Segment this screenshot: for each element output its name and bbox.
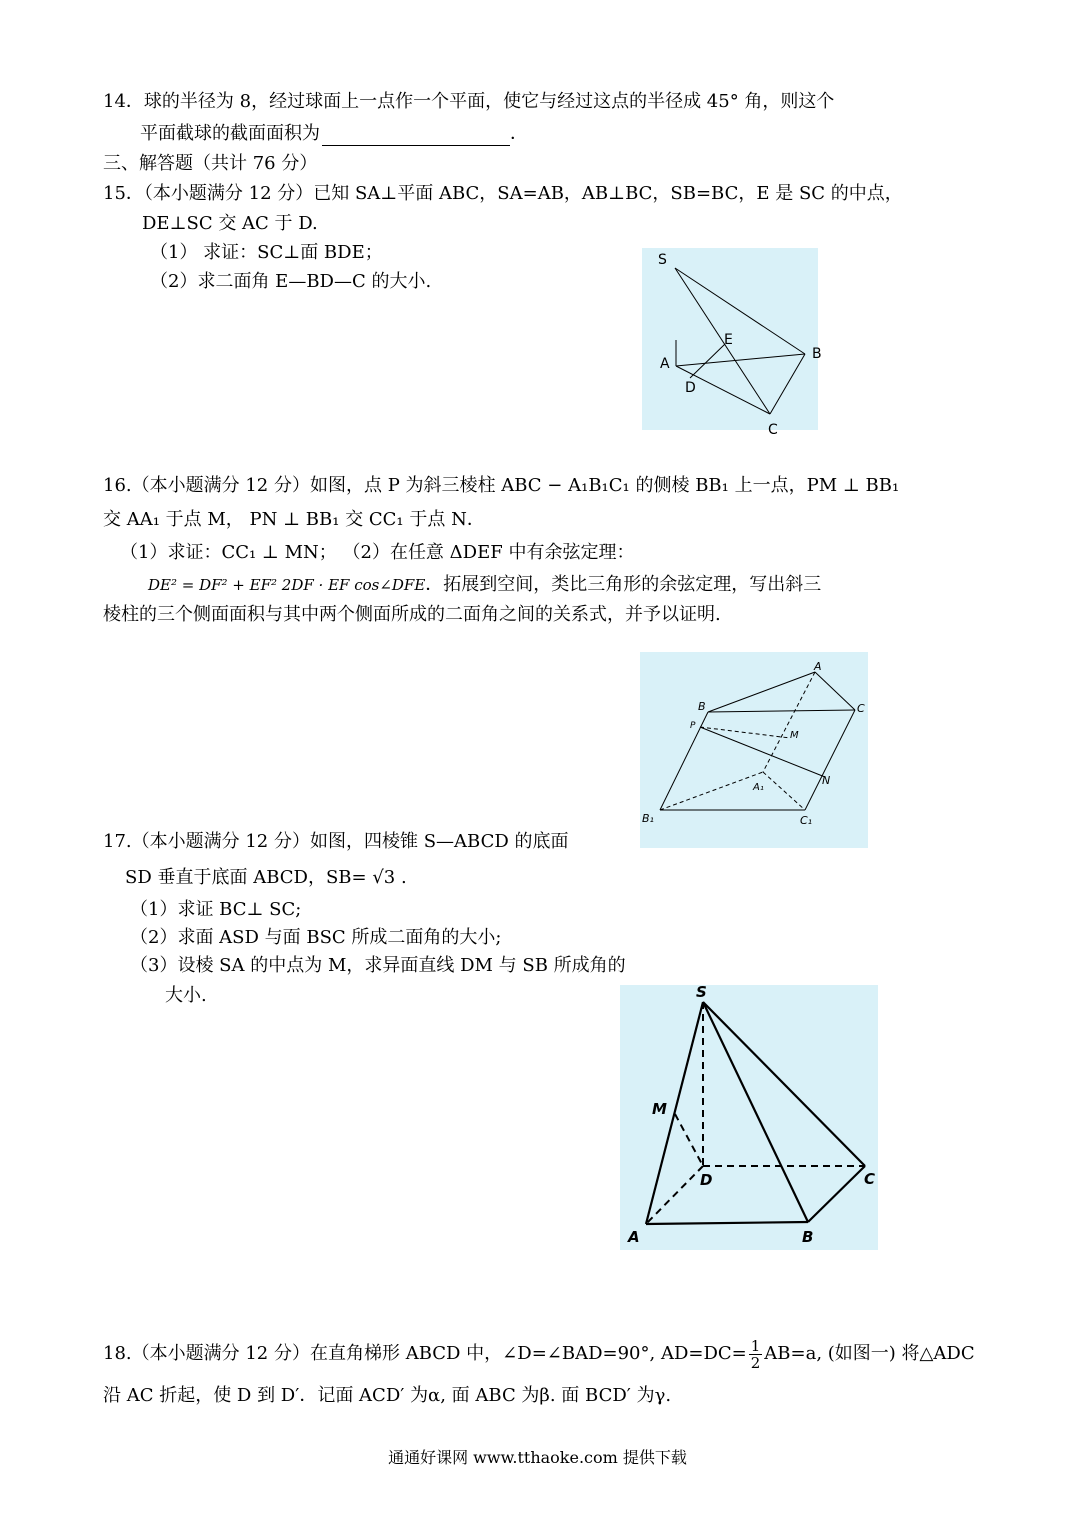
- page-footer: 通通好课网 www.tthaoke.com 提供下载: [388, 1448, 687, 1467]
- q16-figure-svg: [640, 652, 870, 848]
- q15-label-s: S: [658, 252, 667, 268]
- q17-label-b: B: [802, 1228, 814, 1246]
- q16-formula: DE² = DF² + EF² 2DF · EF cos∠DFE: [148, 576, 426, 594]
- q17-part3b: 大小.: [165, 985, 207, 1006]
- q17-label-a: A: [628, 1228, 640, 1246]
- q16-label-n: N: [822, 774, 831, 787]
- q16-label-b: B: [698, 700, 706, 713]
- q15-line2: DE⊥SC 交 AC 于 D.: [142, 213, 318, 234]
- q16-line3: （1）求证：CC₁ ⊥ MN； （2）在任意 ΔDEF 中有余弦定理：: [120, 542, 635, 563]
- q18-line1: [103, 1336, 975, 1376]
- q16-line4-suffix: ．拓展到空间，类比三角形的余弦定理，写出斜三: [425, 574, 822, 595]
- q16-line4: [148, 573, 821, 597]
- q18-fraction: [749, 1338, 763, 1371]
- q16-label-m: M: [790, 730, 799, 741]
- q16-label-b1: B₁: [642, 812, 654, 825]
- q14-line2: [140, 122, 528, 146]
- q16-label-c: C: [857, 702, 865, 715]
- q15-part2: （2）求二面角 E—BD—C 的大小.: [150, 271, 432, 292]
- q14-line1: 14．球的半径为 8，经过球面上一点作一个平面，使它与经过这点的半径成 45° 角，则这个: [103, 91, 835, 112]
- q15-figure-svg: [640, 248, 820, 438]
- q17-part2: （2）求面 ASD 与面 BSC 所成二面角的大小;: [130, 927, 502, 948]
- q15-part1: （1） 求证：SC⊥面 BDE；: [150, 242, 383, 263]
- q16-line5: 棱柱的三个侧面面积与其中两个侧面所成的二面角之间的关系式，并予以证明.: [103, 604, 721, 625]
- q16-label-c1: C₁: [800, 814, 813, 827]
- q17-line1: 17.（本小题满分 12 分）如图，四棱锥 S—ABCD 的底面: [103, 831, 569, 852]
- q18-frac-num: 1: [750, 1336, 761, 1355]
- q15-label-b: B: [812, 346, 822, 362]
- q14-line2-prefix: 平面截球的截面面积为: [140, 123, 320, 144]
- q17-label-s: S: [696, 983, 707, 1001]
- q17-label-c: C: [864, 1170, 876, 1188]
- q16-label-a1: A₁: [753, 782, 764, 793]
- q15-figure: [640, 248, 822, 438]
- q15-line1: 15．（本小题满分 12 分）已知 SA⊥平面 ABC，SA=AB，AB⊥BC，SB=BC，E 是 SC 的中点，: [103, 183, 903, 204]
- q17-label-m: M: [652, 1100, 667, 1118]
- q16-figure: [640, 652, 870, 848]
- q16-label-a: A: [814, 660, 822, 673]
- q14-line2-suffix: ．: [510, 123, 528, 144]
- q14-answer-blank: [322, 127, 510, 146]
- q17-label-d: D: [700, 1171, 713, 1189]
- section3-title: 三、解答题（共计 76 分）: [103, 153, 318, 174]
- q15-label-d: D: [685, 380, 696, 396]
- q15-label-c: C: [768, 422, 778, 438]
- q18-line2: 沿 AC 折起，使 D 到 D′．记面 ACD′ 为α, 面 ABC 为β. 面 BCD′ 为γ.: [103, 1385, 672, 1406]
- q16-line2: 交 AA₁ 于点 M， PN ⊥ BB₁ 交 CC₁ 于点 N．: [103, 509, 485, 530]
- q18-line1-b: AB=a, (如图一) 将△ADC: [764, 1343, 975, 1364]
- q17-figure-svg: [620, 980, 882, 1250]
- q18-line1-a: 18.（本小题满分 12 分）在直角梯形 ABCD 中，∠D=∠BAD=90°, AD=DC=: [103, 1343, 747, 1364]
- q16-line1: 16.（本小题满分 12 分）如图，点 P 为斜三棱柱 ABC − A₁B₁C₁ 的侧棱 BB₁ 上一点，PM ⊥ BB₁: [103, 475, 900, 496]
- q16-label-p: P: [690, 721, 696, 731]
- q17-part3: （3）设棱 SA 的中点为 M，求异面直线 DM 与 SB 所成角的: [130, 955, 626, 976]
- q18-frac-den: 2: [750, 1353, 761, 1372]
- q17-line2: SD 垂直于底面 ABCD，SB= √3 .: [125, 867, 407, 888]
- q15-label-a: A: [660, 356, 670, 372]
- q17-figure: [620, 980, 882, 1250]
- q15-label-e: E: [724, 332, 733, 348]
- q17-part1: （1）求证 BC⊥ SC;: [130, 899, 302, 920]
